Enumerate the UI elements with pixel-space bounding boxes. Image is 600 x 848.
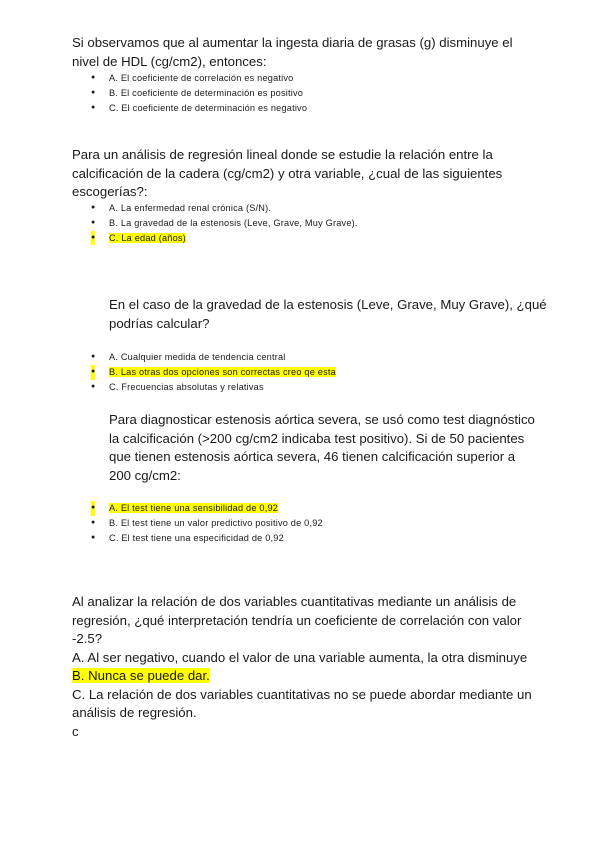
question-2-option-c-highlighted: ● C. La edad (años) bbox=[91, 231, 358, 246]
question-2-options bbox=[91, 201, 358, 245]
question-1-option-c: ● C. El coeficiente de determinación es negativo bbox=[91, 101, 307, 116]
question-4-text: Para diagnosticar estenosis aórtica severa, se usó como test diagnóstico la calcificación (>200 cg/cm2 indicaba test positivo). Si de 50 pacientes que tienen estenosis aórtica severa, 46 tienen calcificación superior a 200 cg/cm2: bbox=[109, 412, 535, 483]
question-5-option-c: C. La relación de dos variables cuantitativas no se puede abordar mediante un análisis de regresión. bbox=[72, 686, 532, 720]
question-1-option-a: ● A. El coeficiente de correlación es negativo bbox=[91, 71, 307, 86]
question-5-answer-note: c bbox=[72, 723, 79, 739]
question-4-option-c: ● C. El test tiene una especificidad de 0,92 bbox=[91, 531, 323, 546]
question-3-option-a: ● A. Cualquier medida de tendencia central bbox=[91, 350, 336, 365]
question-1-text: Si observamos que al aumentar la ingesta diaria de grasas (g) disminuye el nivel de HDL (cg/cm2), entonces: bbox=[72, 35, 513, 69]
question-4-options bbox=[91, 501, 323, 545]
question-4-option-b: ● B. El test tiene un valor predictivo positivo de 0,92 bbox=[91, 516, 323, 531]
question-3-text: En el caso de la gravedad de la estenosis (Leve, Grave, Muy Grave), ¿qué podrías calcular? bbox=[109, 297, 547, 331]
question-2-option-a: ● A. La enfermedad renal crónica (S/N). bbox=[91, 201, 358, 216]
question-2-option-b: ● B. La gravedad de la estenosis (Leve, Grave, Muy Grave). bbox=[91, 216, 358, 231]
question-5-option-b-highlighted: B. Nunca se puede dar. bbox=[72, 668, 210, 683]
question-5-option-a: A. Al ser negativo, cuando el valor de una variable aumenta, la otra disminuye bbox=[72, 649, 528, 665]
question-4-option-a-highlighted: ● A. El test tiene una sensibilidad de 0,92 bbox=[91, 501, 323, 516]
question-2-text: Para un análisis de regresión lineal donde se estudie la relación entre la calcificación de la cadera (cg/cm2) y otra variable, ¿cual de las siguientes escogerías?: bbox=[72, 147, 503, 199]
question-1-option-b: ● B. El coeficiente de determinación es positivo bbox=[91, 86, 307, 101]
question-5-block bbox=[72, 593, 542, 741]
question-3-options bbox=[91, 350, 336, 394]
question-1-options bbox=[91, 71, 307, 115]
question-3-option-c: ● C. Frecuencias absolutas y relativas bbox=[91, 380, 336, 395]
question-3-option-b-highlighted: ● B. Las otras dos opciones son correctas creo qe esta bbox=[91, 365, 336, 380]
question-5-text: Al analizar la relación de dos variables cuantitativas mediante un análisis de regresión, ¿qué interpretación tendría un coeficiente de correlación con valor -2.5? bbox=[72, 594, 522, 646]
